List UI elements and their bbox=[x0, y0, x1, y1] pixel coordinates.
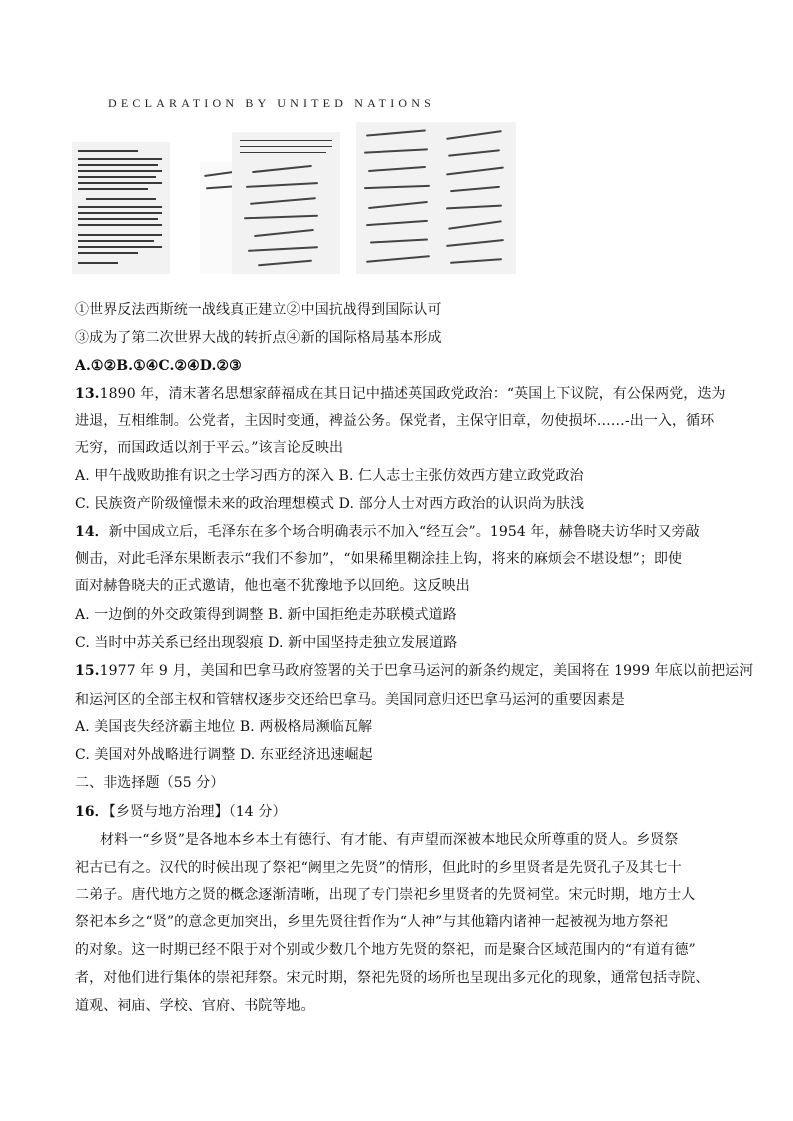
q13-stem-line2: 进退，互相维制。公党者，主因时变通，裨益公务。保党者，主保守旧章，勿使损坏……-出一入，循环 bbox=[75, 413, 715, 429]
q14-stem-line2: 侧击，对此毛泽东果断表示“我们不参加”，“如果稀里糊涂挂上钩，将来的麻烦会不堪设想”；即使 bbox=[75, 551, 683, 567]
q16-material-line5: 的对象。这一时期已经不限于对个别或少数几个地方先贤的祭祀，而是聚合区域范围内的“有道有德” bbox=[75, 942, 696, 958]
q13-stem-line1: 1890 年，清末著名思想家薛福成在其日记中描述英国政党政治：“英国上下议院，有公保两党，迭为 bbox=[99, 386, 726, 402]
q14-options-cd: C. 当时中苏关系已经出现裂痕 D. 新中国坚持走独立发展道路 bbox=[75, 635, 458, 651]
section-heading-non-choice: 二、非选择题（55 分） bbox=[75, 775, 225, 791]
q16-material-line7: 道观、祠庙、学校、官府、书院等地。 bbox=[75, 998, 315, 1014]
declaration-image bbox=[72, 92, 522, 274]
q16-material-line2: 祀古已有之。汉代的时候出现了祭祀“阙里之先贤”的情形，但此时的乡里贤者是先贤孔子及其七十 bbox=[75, 860, 682, 876]
q14-line1 bbox=[75, 523, 700, 541]
q12-options: A.①②B.①④C.②④D.②③ bbox=[75, 358, 242, 374]
q14-stem-line3: 面对赫鲁晓夫的正式邀请，他也毫不犹豫地予以回绝。这反映出 bbox=[75, 578, 470, 594]
declaration-page-signatures bbox=[356, 122, 516, 274]
declaration-page-signed bbox=[232, 132, 340, 274]
q12-statements-line1: ①世界反法西斯统一战线真正建立②中国抗战得到国际认可 bbox=[75, 302, 442, 318]
q15-stem-line1: 1977 年 9 月，美国和巴拿马政府签署的关于巴拿马运河的新条约规定，美国将在 1999 年底以前把运河 bbox=[99, 663, 754, 679]
declaration-page-typed bbox=[72, 142, 170, 274]
declaration-image-title: DECLARATION BY UNITED NATIONS bbox=[108, 96, 436, 110]
q16-material-line3: 二弟子。唐代地方之贤的概念逐渐清晰，出现了专门崇祀乡里贤者的先贤祠堂。宋元时期，地方士人 bbox=[75, 887, 696, 903]
q15-stem-line2: 和运河区的全部主权和管辖权逐步交还给巴拿马。美国同意归还巴拿马运河的重要因素是 bbox=[75, 692, 625, 708]
q13-line1 bbox=[75, 385, 726, 403]
q15-number: 15. bbox=[75, 663, 100, 679]
q16-title-line bbox=[75, 803, 287, 821]
q15-options-ab: A. 美国丧失经济霸主地位 B. 两极格局濒临瓦解 bbox=[75, 719, 373, 735]
q15-options-cd: C. 美国对外战略进行调整 D. 东亚经济迅速崛起 bbox=[75, 747, 373, 763]
q16-material-line6: 者，对他们进行集体的崇祀拜祭。宋元时期，祭祀先贤的场所也呈现出多元化的现象，通常包括寺院、 bbox=[75, 970, 710, 986]
q13-number: 13. bbox=[75, 386, 100, 402]
q12-statements-line2: ③成为了第二次世界大战的转折点④新的国际格局基本形成 bbox=[75, 330, 442, 346]
q14-number: 14． bbox=[75, 524, 109, 540]
q15-line1 bbox=[75, 662, 753, 680]
q16-material-line1: 材料一“乡贤”是各地本乡本土有德行、有才能、有声望而深被本地民众所尊重的贤人。乡贤祭 bbox=[100, 832, 679, 848]
q13-options-cd: C. 民族资产阶级憧憬未来的政治理想模式 D. 部分人士对西方政治的认识尚为肤浅 bbox=[75, 496, 585, 512]
q14-options-ab: A. 一边倒的外交政策得到调整 B. 新中国拒绝走苏联模式道路 bbox=[75, 607, 457, 623]
q16-number: 16． bbox=[75, 804, 109, 820]
q14-stem-line1: 新中国成立后，毛泽东在多个场合明确表示不加入“经互会”。1954 年，赫鲁晓夫访华时又旁敲 bbox=[108, 524, 700, 540]
q13-options-ab: A. 甲午战败助推有识之士学习西方的深入 B. 仁人志士主张仿效西方建立政党政治 bbox=[75, 468, 584, 484]
q16-title: 【乡贤与地方治理】（14 分） bbox=[108, 804, 287, 820]
q13-stem-line3: 无穷，而国政适以剂于平云。”该言论反映出 bbox=[75, 440, 344, 456]
q16-material-line4: 祭祀本乡之“贤”的意念更加突出，乡里先贤往哲作为“人神”与其他籍内诸神一起被视为地方祭祀 bbox=[75, 914, 669, 930]
